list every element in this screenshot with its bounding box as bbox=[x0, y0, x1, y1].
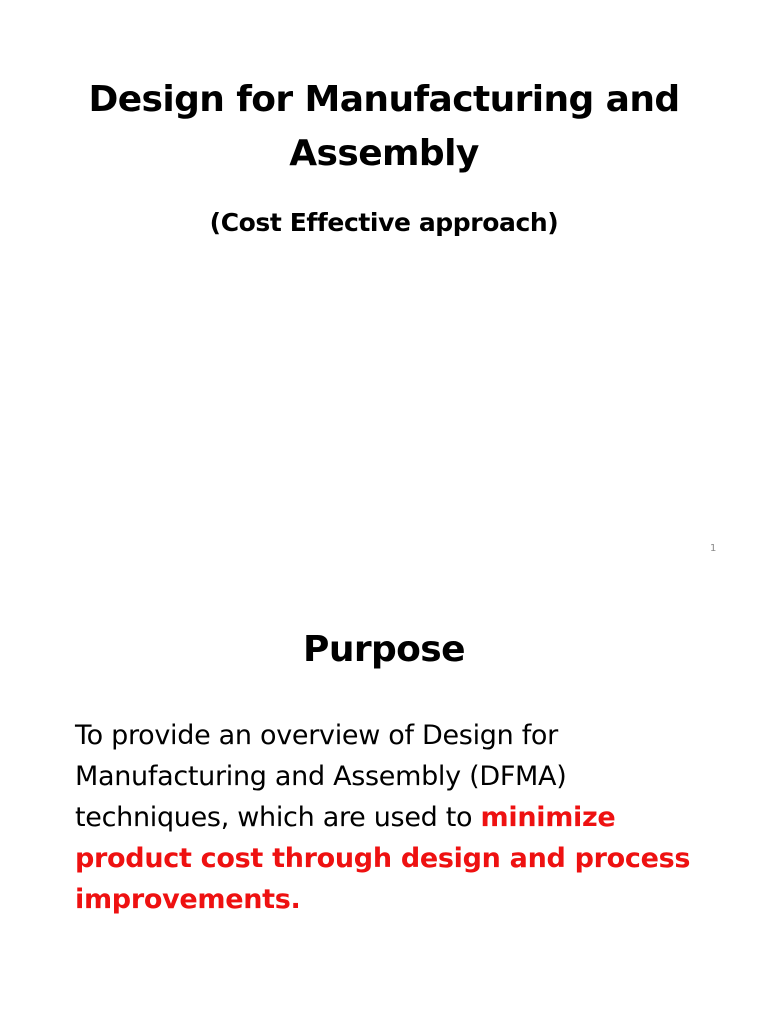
purpose-body-plain: To provide an overview of Design for Manufacturing and Assembly (DFMA) techniques, which are used to bbox=[75, 720, 567, 833]
page-number: 1 bbox=[710, 543, 717, 554]
purpose-body bbox=[75, 715, 715, 920]
purpose-body-emphasis: minimize product cost through design and process improvements. bbox=[75, 802, 691, 915]
slide-title: Design for Manufacturing and Assembly bbox=[88, 79, 680, 174]
slide-subtitle: (Cost Effective approach) bbox=[209, 208, 559, 237]
slide-2 bbox=[0, 576, 768, 1024]
purpose-heading: Purpose bbox=[303, 629, 465, 670]
